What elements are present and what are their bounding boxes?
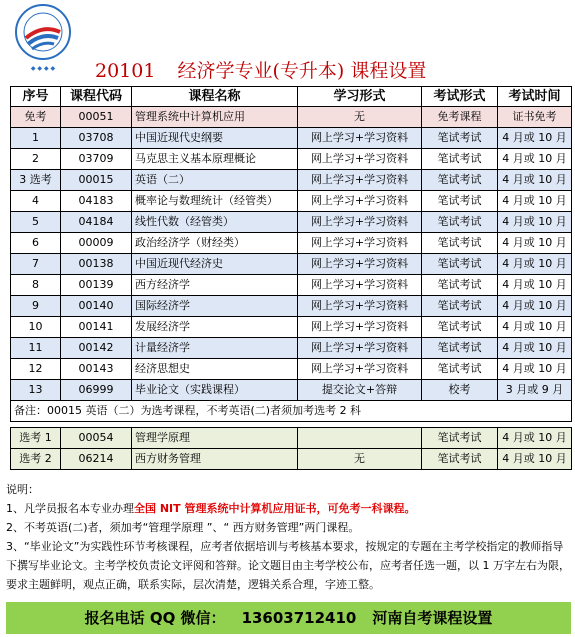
footer-banner xyxy=(6,602,571,634)
cell-exam: 笔试考试 xyxy=(422,149,498,170)
table-row xyxy=(11,233,572,254)
cell-seq: 4 xyxy=(11,191,61,212)
page-title xyxy=(95,56,426,83)
cell-code: 04184 xyxy=(61,212,132,233)
cell-name: 发展经济学 xyxy=(132,317,298,338)
header-name: 课程名称 xyxy=(132,87,298,107)
cell-time: 4 月或 10 月 xyxy=(498,296,572,317)
remark-text: 备注：00015 英语（二）为选考课程，不考英语(二)者须加考选考 2 科 xyxy=(11,401,572,422)
cell-time: 4 月或 10 月 xyxy=(498,149,572,170)
cell-code: 00143 xyxy=(61,359,132,380)
cell-name: 马克思主义基本原理概论 xyxy=(132,149,298,170)
remark-row xyxy=(11,401,572,422)
footer-label: 报名电话 QQ 微信： xyxy=(84,609,226,627)
table-header-row xyxy=(11,87,572,107)
notes-heading: 说明： xyxy=(6,483,39,496)
cell-seq: 7 xyxy=(11,254,61,275)
cell-code: 00141 xyxy=(61,317,132,338)
cell-seq: 5 xyxy=(11,212,61,233)
cell-time: 4 月或 10 月 xyxy=(498,359,572,380)
cell-name: 政治经济学（财经类） xyxy=(132,233,298,254)
header-seq: 序号 xyxy=(11,87,61,107)
cell-seq: 12 xyxy=(11,359,61,380)
table-row xyxy=(11,296,572,317)
cell-name: 中国近现代史纲要 xyxy=(132,128,298,149)
table-row xyxy=(11,254,572,275)
cell-seq: 8 xyxy=(11,275,61,296)
cell-code: 00140 xyxy=(61,296,132,317)
cell-code: 00138 xyxy=(61,254,132,275)
cell-exam: 笔试考试 xyxy=(422,212,498,233)
cell-exam: 校考 xyxy=(422,380,498,401)
header xyxy=(0,0,575,84)
cell-seq: 选考 2 xyxy=(11,449,61,470)
header-time: 考试时间 xyxy=(498,87,572,107)
table-row xyxy=(11,359,572,380)
cell-exam: 笔试考试 xyxy=(422,128,498,149)
footer-org: 河南自考课程设置 xyxy=(372,609,493,627)
cell-exam: 笔试考试 xyxy=(422,170,498,191)
cell-code: 00139 xyxy=(61,275,132,296)
cell-seq: 选考 1 xyxy=(11,428,61,449)
cell-seq: 10 xyxy=(11,317,61,338)
cell-time: 证书免考 xyxy=(498,107,572,128)
note-1-text: 1、凡学员报名本专业办理 xyxy=(6,502,134,515)
cell-exam: 笔试考试 xyxy=(422,233,498,254)
cell-seq: 1 xyxy=(11,128,61,149)
cell-time: 4 月或 10 月 xyxy=(498,170,572,191)
cell-name: 国际经济学 xyxy=(132,296,298,317)
table-row xyxy=(11,191,572,212)
cell-study: 网上学习+学习资料 xyxy=(298,128,422,149)
notes-section xyxy=(6,480,571,594)
cell-time: 4 月或 10 月 xyxy=(498,275,572,296)
title-text: 经济学专业(专升本) 课程设置 xyxy=(177,60,427,82)
cell-study: 网上学习+学习资料 xyxy=(298,170,422,191)
table-row xyxy=(11,380,572,401)
cell-time: 4 月或 10 月 xyxy=(498,428,572,449)
table-row xyxy=(11,212,572,233)
cell-study: 网上学习+学习资料 xyxy=(298,275,422,296)
cell-time: 4 月或 10 月 xyxy=(498,212,572,233)
course-table xyxy=(10,86,572,470)
cell-study: 无 xyxy=(298,107,422,128)
cell-study: 网上学习+学习资料 xyxy=(298,338,422,359)
cell-study: 网上学习+学习资料 xyxy=(298,317,422,338)
note-1 xyxy=(6,499,571,518)
title-code: 20101 xyxy=(95,60,156,82)
cell-name: 管理系统中计算机应用 xyxy=(132,107,298,128)
cell-code: 06999 xyxy=(61,380,132,401)
cell-exam: 笔试考试 xyxy=(422,296,498,317)
cell-time: 4 月或 10 月 xyxy=(498,254,572,275)
elective-row xyxy=(11,449,572,470)
cell-code: 00009 xyxy=(61,233,132,254)
table-row-exempt xyxy=(11,107,572,128)
cell-code: 00054 xyxy=(61,428,132,449)
note-2: 2、不考英语(二)者，须加考“管理学原理 ”、“ 西方财务管理”两门课程。 xyxy=(6,521,360,534)
cell-seq: 免考 xyxy=(11,107,61,128)
table-row xyxy=(11,149,572,170)
cell-time: 3 月或 9 月 xyxy=(498,380,572,401)
cell-study: 无 xyxy=(298,449,422,470)
cell-study: 网上学习+学习资料 xyxy=(298,212,422,233)
cell-seq: 13 xyxy=(11,380,61,401)
cell-exam: 笔试考试 xyxy=(422,359,498,380)
cell-time: 4 月或 10 月 xyxy=(498,317,572,338)
cell-time: 4 月或 10 月 xyxy=(498,338,572,359)
cell-exam: 笔试考试 xyxy=(422,428,498,449)
cell-exam: 笔试考试 xyxy=(422,275,498,296)
cell-code: 06214 xyxy=(61,449,132,470)
cell-code: 03709 xyxy=(61,149,132,170)
cell-name: 经济思想史 xyxy=(132,359,298,380)
cell-study: 网上学习+学习资料 xyxy=(298,191,422,212)
cell-code: 04183 xyxy=(61,191,132,212)
cell-exam: 免考课程 xyxy=(422,107,498,128)
note-1-highlight: 全国 NIT 管理系统中计算机应用证书，可免考一科课程。 xyxy=(134,502,416,515)
cell-exam: 笔试考试 xyxy=(422,449,498,470)
cell-code: 00051 xyxy=(61,107,132,128)
cell-name: 英语（二） xyxy=(132,170,298,191)
cell-name: 毕业论文（实践课程） xyxy=(132,380,298,401)
cell-exam: 笔试考试 xyxy=(422,254,498,275)
table-row xyxy=(11,338,572,359)
cell-name: 概率论与数理统计（经管类） xyxy=(132,191,298,212)
cell-study xyxy=(298,428,422,449)
cell-time: 4 月或 10 月 xyxy=(498,233,572,254)
cell-name: 中国近现代经济史 xyxy=(132,254,298,275)
cell-study: 网上学习+学习资料 xyxy=(298,359,422,380)
cell-code: 00015 xyxy=(61,170,132,191)
cell-study: 提交论文+答辩 xyxy=(298,380,422,401)
cell-name: 西方财务管理 xyxy=(132,449,298,470)
university-seal-logo xyxy=(12,2,74,74)
cell-time: 4 月或 10 月 xyxy=(498,449,572,470)
note-3: 3、“毕业论文”为实践性环节考核课程，应考者依据培训与考核基本要求，按规定的专题在主考学校指定的教师指导下撰写毕业论文。主考学校负责论文评阅和答辩。论文题目由主考学校公布，应考者任选一题，以 1 万字左右为限，要求主题鲜明，观点正确，联系实际，层次清楚，逻辑关系合理，字迹工整。 xyxy=(6,540,570,591)
cell-seq: 6 xyxy=(11,233,61,254)
header-code: 课程代码 xyxy=(61,87,132,107)
table-row xyxy=(11,128,572,149)
cell-exam: 笔试考试 xyxy=(422,191,498,212)
footer-phone: 13603712410 xyxy=(241,609,357,627)
cell-code: 03708 xyxy=(61,128,132,149)
cell-study: 网上学习+学习资料 xyxy=(298,149,422,170)
header-study: 学习形式 xyxy=(298,87,422,107)
cell-seq: 3 选考 xyxy=(11,170,61,191)
svg-text:◆ ◆ ◆ ◆: ◆ ◆ ◆ ◆ xyxy=(30,65,56,72)
cell-time: 4 月或 10 月 xyxy=(498,128,572,149)
table-row xyxy=(11,317,572,338)
cell-name: 计量经济学 xyxy=(132,338,298,359)
cell-time: 4 月或 10 月 xyxy=(498,191,572,212)
cell-seq: 2 xyxy=(11,149,61,170)
cell-name: 管理学原理 xyxy=(132,428,298,449)
cell-code: 00142 xyxy=(61,338,132,359)
cell-seq: 9 xyxy=(11,296,61,317)
cell-name: 西方经济学 xyxy=(132,275,298,296)
table-row xyxy=(11,275,572,296)
cell-study: 网上学习+学习资料 xyxy=(298,233,422,254)
elective-row xyxy=(11,428,572,449)
header-exam: 考试形式 xyxy=(422,87,498,107)
cell-name: 线性代数（经管类） xyxy=(132,212,298,233)
cell-seq: 11 xyxy=(11,338,61,359)
cell-study: 网上学习+学习资料 xyxy=(298,254,422,275)
cell-exam: 笔试考试 xyxy=(422,317,498,338)
cell-exam: 笔试考试 xyxy=(422,338,498,359)
cell-study: 网上学习+学习资料 xyxy=(298,296,422,317)
table-row xyxy=(11,170,572,191)
